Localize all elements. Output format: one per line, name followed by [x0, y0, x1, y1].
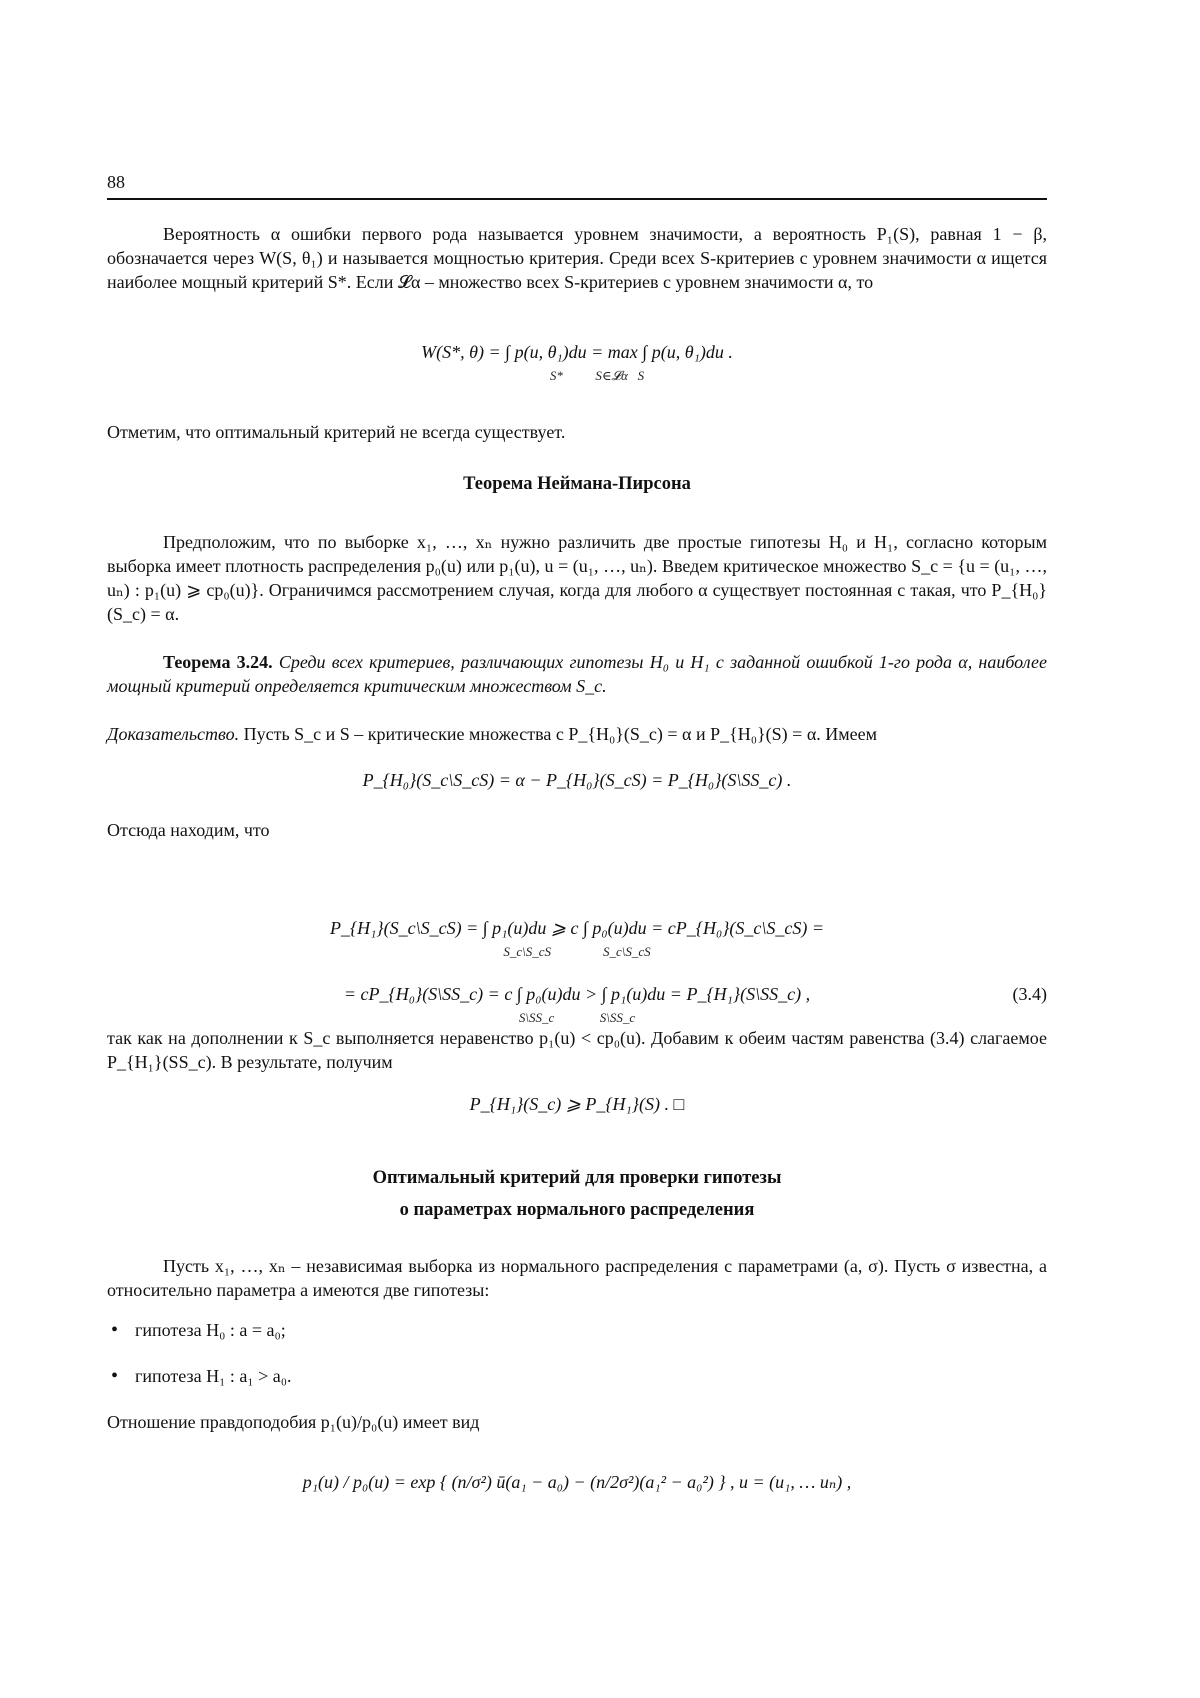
paragraph-text: так как на дополнении к S_c выполняется неравенство p₁(u) < cp₀(u). Добавим к обеим частям равенства (3.4) слагаемое P_{H₁}(SS_c). В результате, получим — [107, 1028, 1047, 1072]
section-title-line-2: о параметрах нормального распределения — [399, 1200, 755, 1220]
proof-text: Пусть S_c и S – критические множества с P_{H₀}(S_c) = α и P_{H₀}(S) = α. Имеем — [243, 724, 878, 744]
hypotheses-list — [107, 1318, 1047, 1388]
formula-main: p₁(u) / p₀(u) = exp { (n/σ²) ū(a₁ − a₀) − (n/2σ²)(a₁² − a₀²) } , u = (u₁, … uₙ) , — [302, 1472, 852, 1492]
section-heading-optimal-criterion — [107, 1166, 1047, 1222]
formula-result — [107, 1092, 1047, 1116]
section-title-line-1: Оптимальный критерий для проверки гипотезы — [372, 1168, 782, 1188]
paragraph-hypotheses — [107, 530, 1047, 626]
formula-power — [107, 340, 1047, 388]
page-header — [107, 170, 1047, 200]
theorem-label: Теорема 3.24. — [163, 652, 273, 672]
formula-3-4 — [107, 916, 1047, 1030]
paragraph-normal-sample — [107, 1254, 1047, 1302]
paragraph-optimal-note — [107, 420, 1047, 444]
paragraph-text: Предположим, что по выборке x₁, …, xₙ нужно различить две простые гипотезы H₀ и H₁, согласно которым выборка имеет плотность распределения p₀(u) или p₁(u), u = (u₁, …, uₙ). Введем критическое множество S_c = {u = (u₁, …, uₙ) : p₁(u) ⩾ cp₀(u)}. Ограничимся рассмотрением случая, когда для любого α существует постоянная c такая, что P_{H₀}(S_c) = α. — [107, 532, 1047, 624]
formula-probability — [107, 768, 1047, 792]
formula-line-1-limits: S_c\S_cS S_c\S_cS — [503, 944, 651, 959]
section-heading-neyman-pearson — [107, 472, 1047, 496]
paragraph-likelihood — [107, 1410, 1047, 1434]
theorem-block — [107, 650, 1047, 698]
proof-label: Доказательство. — [107, 724, 240, 744]
formula-line-2-limits: S\SS_c S\SS_c — [518, 1010, 636, 1025]
formula-line-1: P_{H₁}(S_c\S_cS) = ∫ p₁(u)du ⩾ c ∫ p₀(u)du = cP_{H₀}(S_c\S_cS) = — [329, 918, 825, 938]
formula-main: W(S*, θ) = ∫ p(u, θ₁)du = max ∫ p(u, θ₁)du . — [421, 342, 733, 362]
formula-main: P_{H₁}(S_c) ⩾ P_{H₁}(S) . □ — [469, 1094, 685, 1114]
proof-block — [107, 722, 1047, 746]
formula-main: P_{H₀}(S_c\S_cS) = α − P_{H₀}(S_cS) = P_{H₀}(S\SS_c) . — [362, 770, 792, 790]
paragraph-text: Отношение правдоподобия p₁(u)/p₀(u) имеет вид — [107, 1412, 480, 1432]
list-item: • гипотеза H₁ : a₁ > a₀. — [107, 1364, 1047, 1388]
paragraph-text: Вероятность α ошибки первого рода называется уровнем значимости, а вероятность P₁(S), равная 1 − β, обозначается через W(S, θ₁) и называется мощностью критерия. Среди всех S-критериев с уровнем значимости α ищется наиболее мощный критерий S*. Если 𝓛α – множество всех S-критериев с уровнем значимости α, то — [107, 224, 1047, 292]
paragraph-text: Отметим, что оптимальный критерий не всегда существует. — [107, 422, 566, 442]
paragraph-text: Отсюда находим, что — [107, 820, 270, 840]
formula-limits: S* S∈𝓛α S — [549, 368, 645, 383]
equation-number: (3.4) — [1012, 984, 1047, 1004]
theorem-text: Среди всех критериев, различающих гипотезы H₀ и H₁ с заданной ошибкой 1-го рода α, наиболее мощный критерий определяется критическим множеством S_c. — [107, 652, 1048, 696]
paragraph-text: Пусть x₁, …, xₙ – независимая выборка из нормального распределения с параметрами (a, σ). Пусть σ известна, а относительно параметра a имеются две гипотезы: — [107, 1256, 1047, 1300]
paragraph-significance — [107, 222, 1047, 294]
section-title: Теорема Неймана-Пирсона — [463, 474, 691, 494]
formula-line-2: = cP_{H₀}(S\SS_c) = c ∫ p₀(u)du > ∫ p₁(u)du = P_{H₁}(S\SS_c) , — [343, 984, 811, 1004]
paragraph-hence — [107, 818, 1047, 842]
page-number: 88 — [107, 172, 125, 192]
list-item: • гипотеза H₀ : a = a₀; — [107, 1318, 1047, 1342]
paragraph-complement — [107, 1026, 1047, 1074]
formula-likelihood-ratio — [107, 1470, 1047, 1494]
